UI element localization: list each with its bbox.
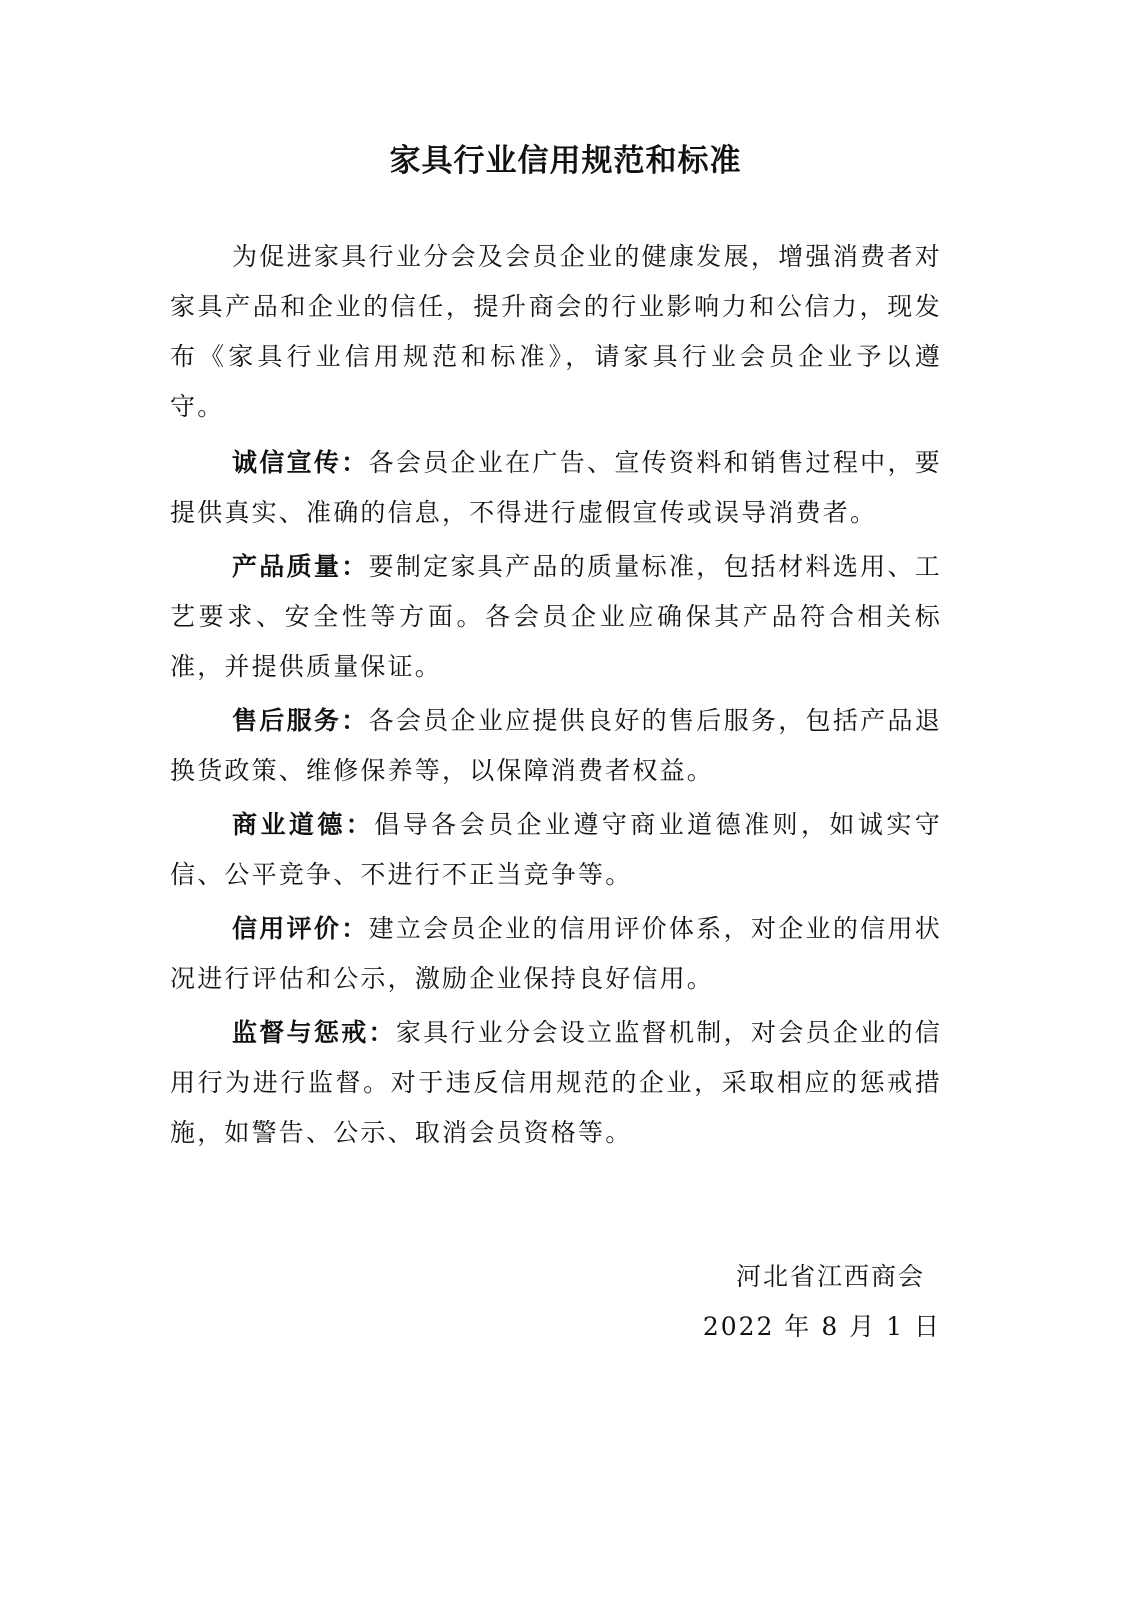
section-term: 信用评价： (232, 914, 369, 943)
signature-organization: 河北省江西商会 (735, 1262, 925, 1291)
section-term: 产品质量： (232, 552, 369, 581)
section-term: 监督与惩戒： (232, 1018, 396, 1047)
section-term: 诚信宣传： (232, 448, 369, 477)
section-text: 各会员企业在广告、宣传资料和销售过程中，要提供真实、准确的信息，不得进行虚假宣传或误导消费者。 (170, 448, 942, 527)
section-text: 建立会员企业的信用评价体系，对企业的信用状况进行评估和公示，激励企业保持良好信用。 (170, 914, 942, 993)
section-product-quality (170, 542, 942, 692)
section-after-sales (170, 696, 942, 796)
section-text: 家具行业分会设立监督机制，对会员企业的信用行为进行监督。对于违反信用规范的企业，采取相应的惩戒措施，如警告、公示、取消会员资格等。 (170, 1018, 942, 1147)
document-body (170, 232, 942, 1162)
section-term: 商业道德： (232, 810, 375, 839)
section-text: 各会员企业应提供良好的售后服务，包括产品退换货政策、维修保养等，以保障消费者权益。 (170, 706, 942, 785)
document-title: 家具行业信用规范和标准 (389, 143, 742, 179)
section-honest-promotion (170, 438, 942, 538)
signature-block (703, 1252, 941, 1352)
section-text: 要制定家具产品的质量标准，包括材料选用、工艺要求、安全性等方面。各会员企业应确保其产品符合相关标准，并提供质量保证。 (170, 552, 942, 681)
section-business-ethics (170, 800, 942, 900)
section-text: 倡导各会员企业遵守商业道德准则，如诚实守信、公平竞争、不进行不正当竞争等。 (170, 810, 942, 889)
signature-date: 2022 年 8 月 1 日 (702, 1312, 941, 1341)
section-supervision-penalty (170, 1008, 942, 1158)
section-term: 售后服务： (232, 706, 369, 735)
section-credit-evaluation (170, 904, 942, 1004)
intro-paragraph: 为促进家具行业分会及会员企业的健康发展，增强消费者对家具产品和企业的信任，提升商会的行业影响力和公信力，现发布《家具行业信用规范和标准》，请家具行业会员企业予以遵守。 (170, 242, 942, 421)
